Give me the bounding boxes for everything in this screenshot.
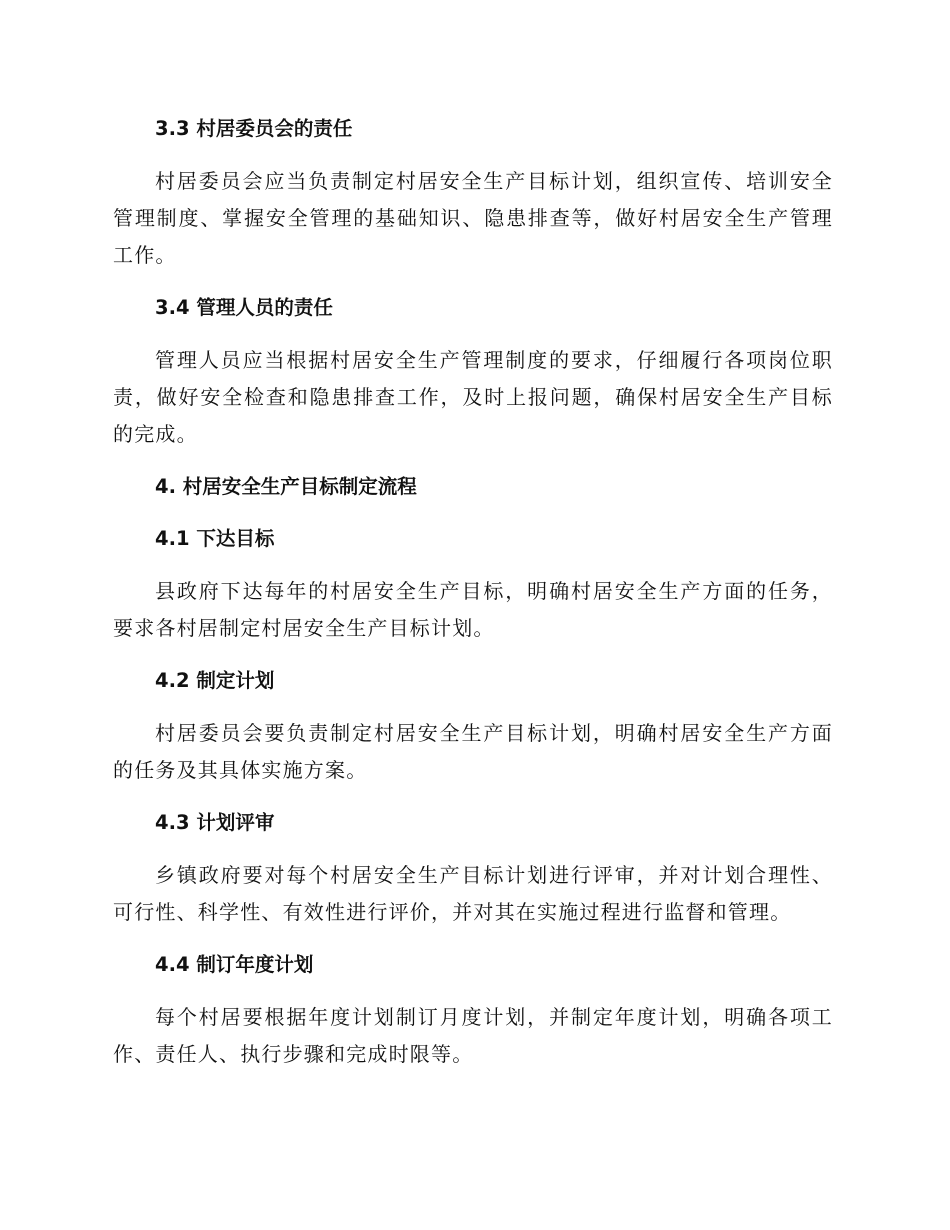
section-paragraph: 村居委员会应当负责制定村居安全生产目标计划，组织宣传、培训安全管理制度、掌握安全管理的基础知识、隐患排查等，做好村居安全生产管理工作。: [113, 169, 833, 267]
section-heading: 4.1 下达目标: [155, 527, 275, 550]
section-paragraph: 县政府下达每年的村居安全生产目标，明确村居安全生产方面的任务，要求各村居制定村居安全生产目标计划。: [113, 579, 833, 640]
section-paragraph: 乡镇政府要对每个村居安全生产目标计划进行评审，并对计划合理性、可行性、科学性、有效性进行评价，并对其在实施过程进行监督和管理。: [113, 863, 833, 924]
section-paragraph: 村居委员会要负责制定村居安全生产目标计划，明确村居安全生产方面的任务及其具体实施方案。: [113, 721, 833, 782]
section-paragraph: 管理人员应当根据村居安全生产管理制度的要求，仔细履行各项岗位职责，做好安全检查和隐患排查工作，及时上报问题，确保村居安全生产目标的完成。: [113, 348, 833, 446]
section-heading: 4.3 计划评审: [155, 811, 275, 834]
chapter-heading: 4. 村居安全生产目标制定流程: [155, 475, 417, 498]
section-heading: 4.2 制定计划: [155, 669, 275, 692]
document-body: [113, 111, 833, 1073]
section-heading: 3.4 管理人员的责任: [155, 296, 333, 319]
section-heading: 4.4 制订年度计划: [155, 953, 314, 976]
section-heading: 3.3 村居委员会的责任: [155, 117, 353, 140]
section-paragraph: 每个村居要根据年度计划制订月度计划，并制定年度计划，明确各项工作、责任人、执行步骤和完成时限等。: [113, 1005, 833, 1066]
